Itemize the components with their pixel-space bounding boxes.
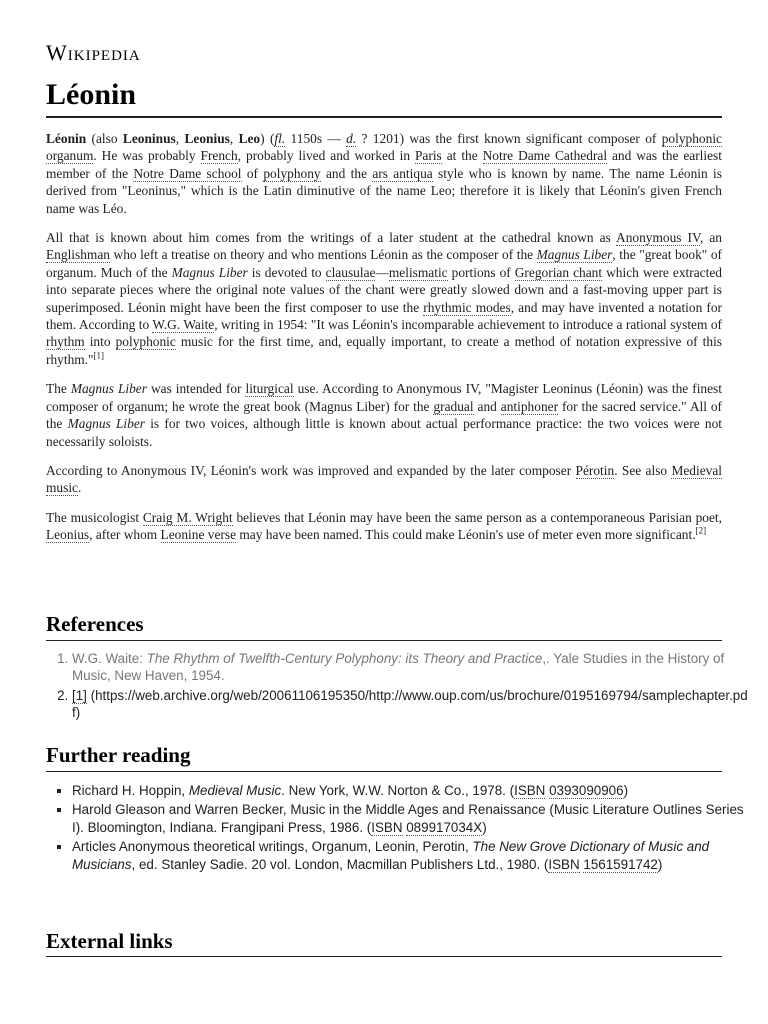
isbn-number-link[interactable]: 0393090906 [549, 783, 624, 798]
link-paris[interactable]: Paris [414, 148, 442, 164]
reference-item: 2. [1] (https://web.archive.org/web/20061106195350/http://www.oup.com/us/brochure/0195169794/samplechapter.pdf) [72, 687, 748, 722]
paragraph-wright: The musicologist Craig M. Wright believes that Léonin may have been the same person as a contemporaneous Parisian poet, Leonius, after whom Leonine verse may have been named. This could make Léonin's use of meter even more significant.[2] [46, 509, 722, 543]
bold-name: Léonin [46, 131, 87, 146]
article-body [46, 130, 722, 556]
link-ars-antiqua[interactable]: ars antiqua [372, 165, 433, 181]
paragraph-magnus-liber: The Magnus Liber was intended for liturgical use. According to Anonymous IV, "Magister Leoninus (Léonin) was the finest composer of organum; he wrote the great book (Magnus Liber) for the gradual and antiphoner for the sacred service." All of the Magnus Liber is for two voices, although little is known about actual performance practice: the two voices were not necessarily soloists. [46, 381, 723, 449]
citation-2[interactable]: [2] [695, 525, 707, 536]
link-perotin[interactable]: Pérotin [575, 462, 615, 478]
page-title: Léonin [46, 78, 137, 111]
link-melismatic[interactable]: melismatic [388, 264, 448, 280]
isbn-link[interactable]: ISBN [548, 856, 580, 872]
reference-item: 1. W.G. Waite: The Rhythm of Twelfth-Century Polyphony: its Theory and Practice,. Yale Studies in the History of Music, New Haven, 1954. [72, 650, 748, 685]
link-leonius[interactable]: Leonius [46, 527, 90, 543]
further-reading-divider [46, 771, 722, 772]
link-polyphonic-2[interactable]: polyphonic [115, 334, 176, 350]
link-englishman[interactable]: Englishman [46, 247, 110, 263]
link-polyphonic[interactable]: polyphonic [661, 131, 722, 146]
references-heading: References [46, 612, 144, 636]
paragraph-intro: Léonin (also Leoninus, Leonius, Leo) (fl. 1150s — d. ? 1201) was the first known significant composer of polyphonic organum. He was probably French, probably lived and worked in Paris at the Notre Dame Cathedral and was the earliest member of the Notre Dame school of polyphony and the ars antiqua style who is known by name. The name Léonin is derived from "Leoninus," which is the Latin diminutive of the name Leo; therefore it is likely that Léonin's given French name was Léo. [46, 131, 722, 216]
reference-archive-link[interactable]: [1] [72, 687, 87, 703]
references-list [46, 650, 748, 724]
link-french[interactable]: French [200, 148, 238, 164]
further-reading-list [46, 782, 748, 875]
link-rhythmic-modes[interactable]: rhythmic modes [423, 299, 511, 315]
citation-1[interactable]: [1] [93, 350, 104, 361]
external-links-heading: External links [46, 929, 173, 953]
link-notre-dame-school[interactable]: Notre Dame school [133, 165, 242, 181]
link-polyphony[interactable]: polyphony [263, 165, 321, 181]
link-clausulae[interactable]: clausulae [325, 264, 376, 280]
list-item: ▪ Richard H. Hoppin, Medieval Music. New York, W.W. Norton & Co., 1978. (ISBN 0393090906) [72, 782, 748, 799]
link-rhythm[interactable]: rhythm [46, 334, 85, 350]
link-antiphoner[interactable]: antiphoner [500, 398, 559, 414]
external-links-divider [46, 956, 722, 957]
isbn-number-link[interactable]: 1561591742 [583, 856, 658, 872]
further-reading-heading: Further reading [46, 743, 191, 767]
paragraph-anonymous: All that is known about him comes from the writings of a later student at the cathedral known as Anonymous IV, an Englishman who left a treatise on theory and who mentions Léonin as the composer of the Magnus Liber, the "great book" of organum. Much of the Magnus Liber is devoted to clausulae—melismatic portions of Gregorian chant which were extracted into separate pieces where the original note values of the chant were greatly slowed down and a fast-moving upper part is superimposed. Léonin might have been the first composer to use the rhythmic modes, and may have invented a notation for them. According to W.G. Waite, writing in 1954: "It was Léonin's incomparable achievement to introduce a rational system of rhythm into polyphonic music for the first time, and, equally important, to create a method of notation expressive of this rhythm."[1] [46, 230, 723, 367]
link-magnus-liber[interactable]: Magnus Liber [536, 247, 613, 263]
link-anonymous-iv[interactable]: Anonymous IV [616, 230, 700, 246]
isbn-number-link[interactable]: 089917034X [406, 819, 483, 835]
link-floruit[interactable]: fl. [274, 131, 286, 146]
link-liturgical[interactable]: liturgical [245, 381, 294, 397]
references-divider [46, 640, 722, 641]
link-medieval-music[interactable]: Medieval music [46, 462, 723, 496]
isbn-link[interactable]: ISBN [514, 783, 546, 798]
isbn-link[interactable]: ISBN [371, 819, 403, 835]
link-wg-waite[interactable]: W.G. Waite [152, 317, 215, 333]
paragraph-perotin: According to Anonymous IV, Léonin's work was improved and expanded by the later composer Pérotin. See also Medieval music. [46, 462, 723, 496]
link-craig-wright[interactable]: Craig M. Wright [142, 509, 233, 525]
link-died[interactable]: d. [346, 131, 357, 146]
link-notre-dame-cathedral[interactable]: Notre Dame Cathedral [482, 148, 608, 164]
link-leonine-verse[interactable]: Leonine verse [160, 527, 237, 543]
link-gregorian-chant[interactable]: Gregorian chant [514, 264, 603, 280]
link-gradual[interactable]: gradual [433, 398, 474, 414]
list-item: ▪ Articles Anonymous theoretical writings, Organum, Leonin, Perotin, The New Grove Dictionary of Music and Musicians, ed. Stanley Sadie. 20 vol. London, Macmillan Publishers Ltd., 1980. (ISBN 1561591742) [72, 838, 748, 873]
link-organum[interactable]: organum [46, 148, 94, 164]
list-item: ▪ Harold Gleason and Warren Becker, Music in the Middle Ages and Renaissance (Music Literature Outlines Series I). Bloomington, Indiana. Frangipani Press, 1986. (ISBN 089917034X) [72, 801, 748, 836]
wikipedia-logo[interactable]: Wikipedia [46, 40, 141, 65]
title-divider [46, 116, 722, 118]
